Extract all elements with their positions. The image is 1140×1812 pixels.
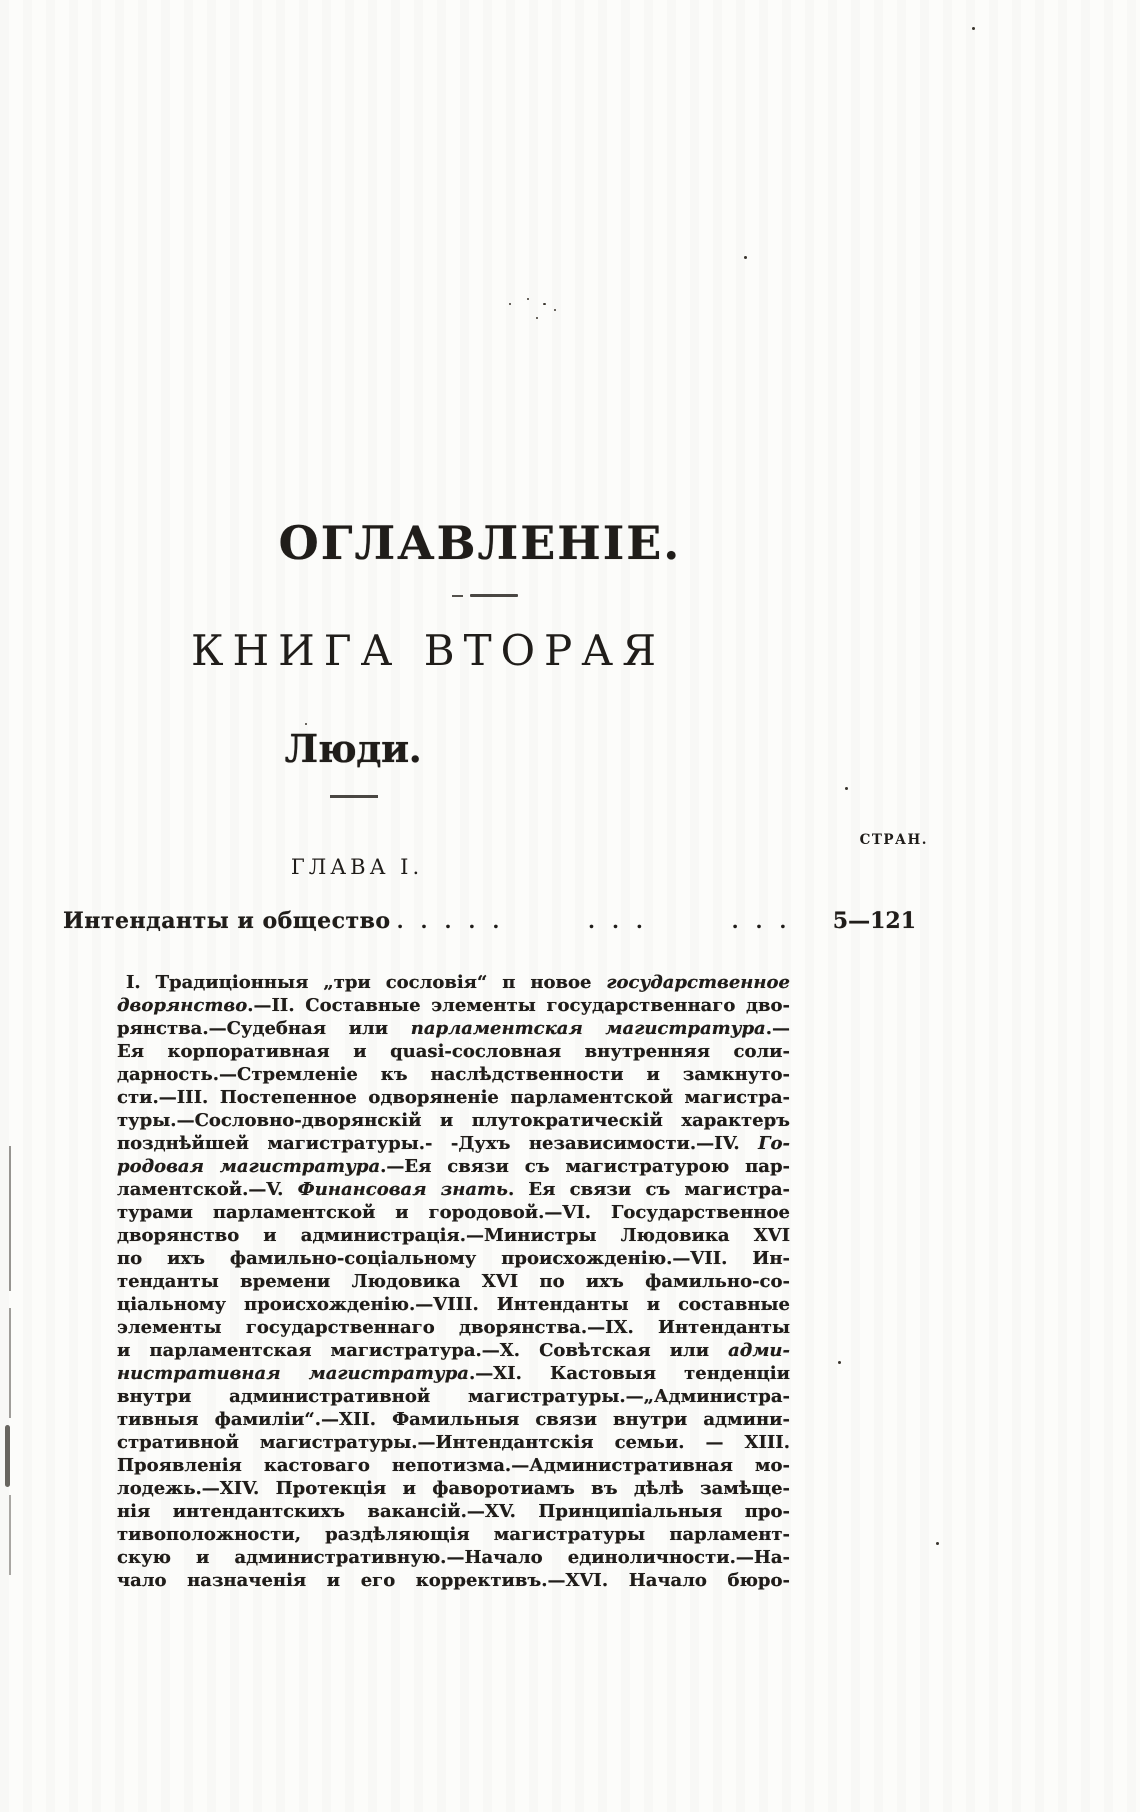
- summary-line: внутри административной магистратуры.—„Администра-: [117, 1386, 790, 1407]
- summary-line: скую и административную.—Начало единоличности.—На-: [117, 1547, 790, 1568]
- summary-line: нистративная магистратура.—XI. Кастовыя тенденціи: [117, 1363, 790, 1384]
- scan-speck: [305, 723, 307, 725]
- scan-speck: [509, 303, 511, 305]
- summary-line: по ихъ фамильно-соціальному происхожденію.—VII. Ин-: [117, 1248, 790, 1269]
- scan-speck: [527, 298, 529, 300]
- summary-line: лодежь.—XIV. Протекція и фаворотиамъ въ дѣлѣ замѣще-: [117, 1478, 790, 1499]
- summary-line: стративной магистратуры.—Интендантскія семьи. — XIII.: [117, 1432, 790, 1453]
- summary-line: туры.—Сословно-дворянскій и плутократическій характеръ: [117, 1110, 790, 1131]
- summary-line: элементы государственнаго дворянства.—IX. Интенданты: [117, 1317, 790, 1338]
- summary-line: позднѣйшей магистратуры.- -Духъ независимости.—IV. Го-: [117, 1133, 790, 1154]
- summary-line: I. Традиціонныя „три сословія“ п новое государственное: [126, 972, 790, 993]
- page-column-header: СТРАН.: [859, 832, 928, 848]
- scan-speck: [744, 256, 747, 259]
- toc-entry-dot-leader: . . . . . . . . . . .: [396, 909, 792, 933]
- page-edge-mark: [9, 1146, 11, 1291]
- scan-speck: [554, 309, 556, 311]
- divider: [330, 795, 378, 798]
- summary-line: Ея корпоративная и quasi-сословная внутренняя соли-: [117, 1041, 790, 1062]
- summary-line: тивныя фамиліи“.—XII. Фамильныя связи внутри админи-: [117, 1409, 790, 1430]
- summary-line: Проявленія кастоваго непотизма.—Административная мо-: [117, 1455, 790, 1476]
- scan-speck: [838, 1361, 841, 1364]
- chapter-summary: [117, 971, 790, 1592]
- summary-line: тенданты времени Людовика XVI по ихъ фамильно-со-: [117, 1271, 790, 1292]
- summary-line: ламентской.—V. Финансовая знать. Ея связи съ магистра-: [117, 1179, 790, 1200]
- chapter-heading: ГЛАВА I.: [290, 855, 424, 879]
- summary-line: и парламентская магистратура.—X. Совѣтская или адми-: [117, 1340, 790, 1361]
- summary-line: дворянство.—II. Составные элементы государственнаго дво-: [117, 995, 790, 1016]
- summary-line: нія интендантскихъ вакансій.—XV. Принципіальныя про-: [117, 1501, 790, 1522]
- scan-speck: [936, 1542, 939, 1545]
- summary-line: ціальному происхожденію.—VIII. Интенданты и составные: [117, 1294, 790, 1315]
- divider-dash: [470, 594, 518, 597]
- summary-line: чало назначенія и его коррективъ.—XVI. Начало бюро-: [117, 1570, 790, 1591]
- divider-dash: [452, 595, 463, 597]
- scan-speck: [536, 317, 538, 319]
- summary-line: тивоположности, раздѣляющія магистратуры парламент-: [117, 1524, 790, 1545]
- scan-speck: [845, 787, 848, 790]
- page-edge-mark: [9, 1495, 11, 1575]
- page-title: ОГЛАВЛЕНІЕ.: [278, 516, 682, 570]
- toc-entry-title: Интенданты и общество: [63, 908, 391, 934]
- summary-line: рянства.—Судебная или парламентская магистратура.—: [117, 1018, 790, 1039]
- summary-line: турами парламентской и городовой.—VI. Государственное: [117, 1202, 790, 1223]
- summary-line: дарность.—Стремленіе къ наслѣдственности и замкнуто-: [117, 1064, 790, 1085]
- toc-entry: [63, 908, 916, 934]
- page-edge-mark: [5, 1425, 10, 1487]
- book-subtitle: Люди.: [284, 726, 422, 771]
- summary-line: родовая магистратура.—Ея связи съ магистратурою пар-: [117, 1156, 790, 1177]
- summary-line: сти.—III. Постепенное одворяненіе парламентской магистра-: [117, 1087, 790, 1108]
- scan-speck: [972, 27, 975, 30]
- scan-speck: [543, 303, 546, 305]
- divider-short: [452, 594, 522, 597]
- book-heading: КНИГА ВТОРАЯ: [190, 626, 666, 675]
- toc-entry-page-range: 5—121: [832, 908, 916, 934]
- summary-line: дворянство и администрація.—Министры Людовика XVI: [117, 1225, 790, 1246]
- page-edge-mark: [9, 1308, 11, 1418]
